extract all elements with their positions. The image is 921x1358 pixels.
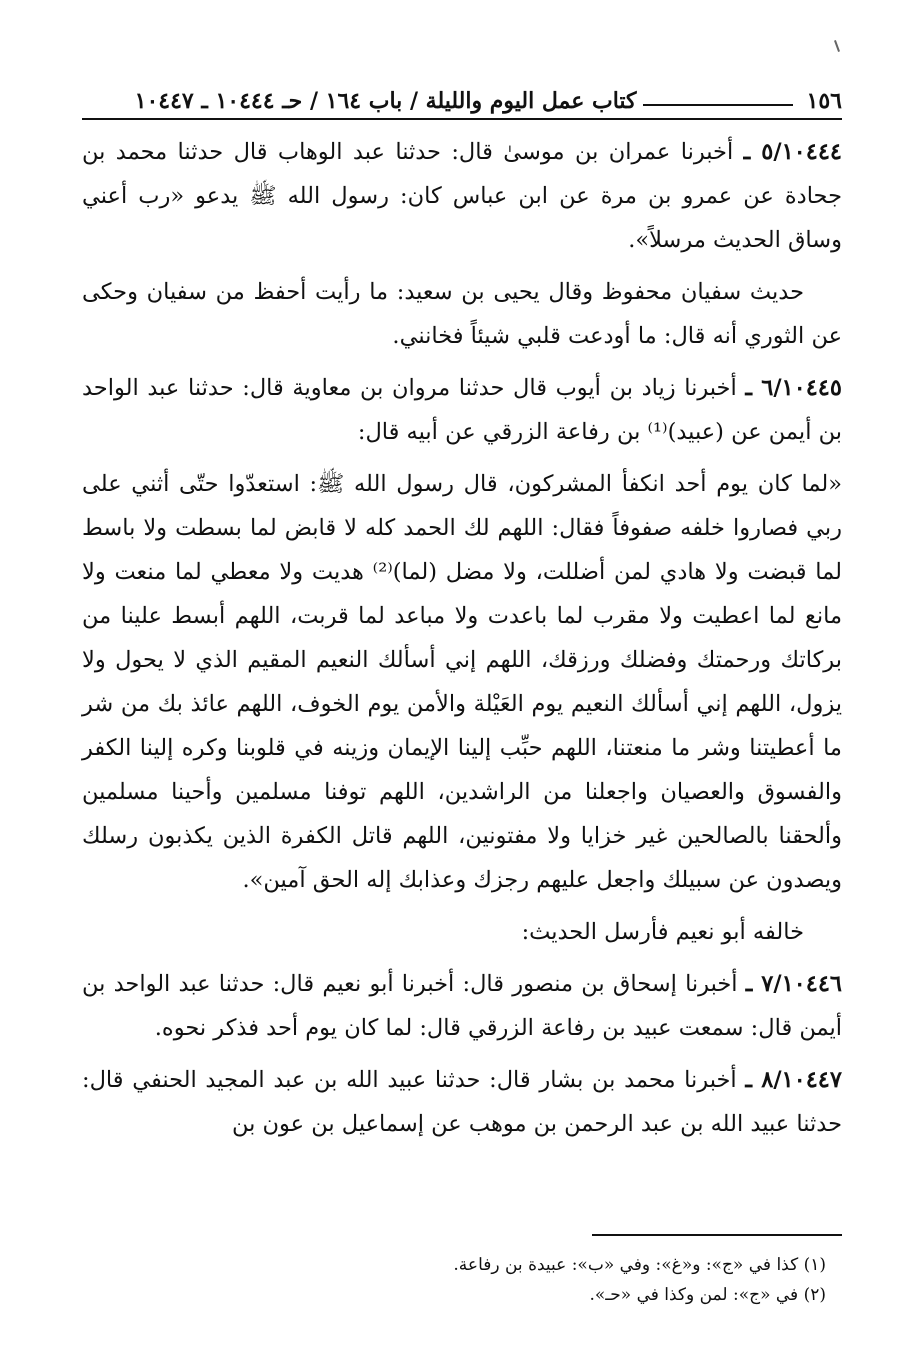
footnote-rule (592, 1234, 842, 1236)
running-title: كتاب عمل اليوم والليلة / باب ١٦٤ / حـ ١٠٤٤٤ ـ ١٠٤٤٧ (134, 88, 637, 114)
paragraph-text: أخبرنا زياد بن أيوب قال حدثنا مروان بن معاوية قال: حدثنا عبد الواحد بن أيمن عن (عبيد)⁽¹⁾ بن رفاعة الزرقي عن أبيه قال: (82, 375, 842, 445)
header-rule (643, 104, 793, 106)
hadith-text-paragraph (82, 462, 842, 902)
footnote: (٢) في «ج»: لمن وكذا في «حـ». (589, 1285, 826, 1305)
paragraph-text: أخبرنا عمران بن موسىٰ قال: حدثنا عبد الوهاب قال حدثنا محمد بن جحادة عن عمرو بن مرة عن ابن عباس كان: رسول الله ﷺ يدعو «رب أعني وساق الحديث مرسلاً». (82, 139, 842, 253)
paragraph-text: أخبرنا محمد بن بشار قال: حدثنا عبيد الله بن عبد المجيد الحنفي قال: حدثنا عبيد الله بن عبد الرحمن بن موهب عن إسماعيل بن عون بن (82, 1067, 842, 1137)
running-header (82, 84, 842, 120)
paragraph-text: خالفه أبو نعيم فأرسل الحديث: (521, 919, 804, 945)
hadith-paragraph (82, 962, 842, 1050)
body-text (82, 130, 842, 1146)
hadith-number: ٥/١٠٤٤٤ ـ (743, 139, 842, 165)
commentary-paragraph (82, 270, 842, 358)
paragraph-text: حديث سفيان محفوظ وقال يحيى بن سعيد: ما رأيت أحفظ من سفيان وحكى عن الثوري أنه قال: ما أودعت قلبي شيئاً فخانني. (82, 279, 842, 349)
paragraph-text: أخبرنا إسحاق بن منصور قال: أخبرنا أبو نعيم قال: حدثنا عبد الواحد بن أيمن قال: سمعت عبيد بن رفاعة الزرقي قال: لما كان يوم أحد فذكر نحوه. (82, 971, 842, 1041)
hadith-paragraph (82, 130, 842, 262)
hadith-number: ٦/١٠٤٤٥ ـ (745, 375, 842, 401)
hadith-paragraph (82, 366, 842, 454)
paragraph-text: «لما كان يوم أحد انكفأ المشركون، قال رسول الله ﷺ: استعدّوا حتّى أثني على ربي فصاروا خلفه صفوفاً فقال: اللهم لك الحمد كله لا قابض لما بسطت ولا باسط لما قبضت ولا هادي لمن أضللت، ولا مضل (لما)⁽²⁾ هديت ولا معطي لما منعت ولا مانع لما اعطيت ولا مقرب لما باعدت ولا مباعد لما قربت، اللهم أبسط علينا من بركاتك ورحمتك وفضلك ورزقك، اللهم إني أسألك النعيم المقيم الذي لا يحول ولا يزول، اللهم إني أسألك النعيم يوم العَيْلة والأمن يوم الخوف، اللهم عائذ بك من شر ما أعطيتنا وشر ما منعتنا، اللهم حبِّب إلينا الإيمان وزينه في قلوبنا وكره إلينا الكفر والفسوق والعصيان واجعلنا من الراشدين، اللهم توفنا مسلمين وأحينا مسلمين وألحقنا بالصالحين غير خزايا ولا مفتونين، اللهم قاتل الكفرة الذين يكذبون رسلك ويصدون عن سبيلك واجعل عليهم رجزك وعذابك إله الحق آمين». (82, 471, 842, 893)
page-number: ١٥٦ (806, 88, 842, 114)
footnotes (82, 1234, 842, 1310)
commentary-paragraph (82, 910, 842, 954)
hadith-number: ٨/١٠٤٤٧ ـ (745, 1067, 842, 1093)
hadith-number: ٧/١٠٤٤٦ ـ (745, 971, 842, 997)
footnote: (١) كذا في «ج»: و«غ»: وفي «ب»: عبيدة بن رفاعة. (453, 1255, 826, 1275)
margin-mark (834, 40, 840, 52)
hadith-paragraph (82, 1058, 842, 1146)
book-page (82, 84, 842, 1334)
